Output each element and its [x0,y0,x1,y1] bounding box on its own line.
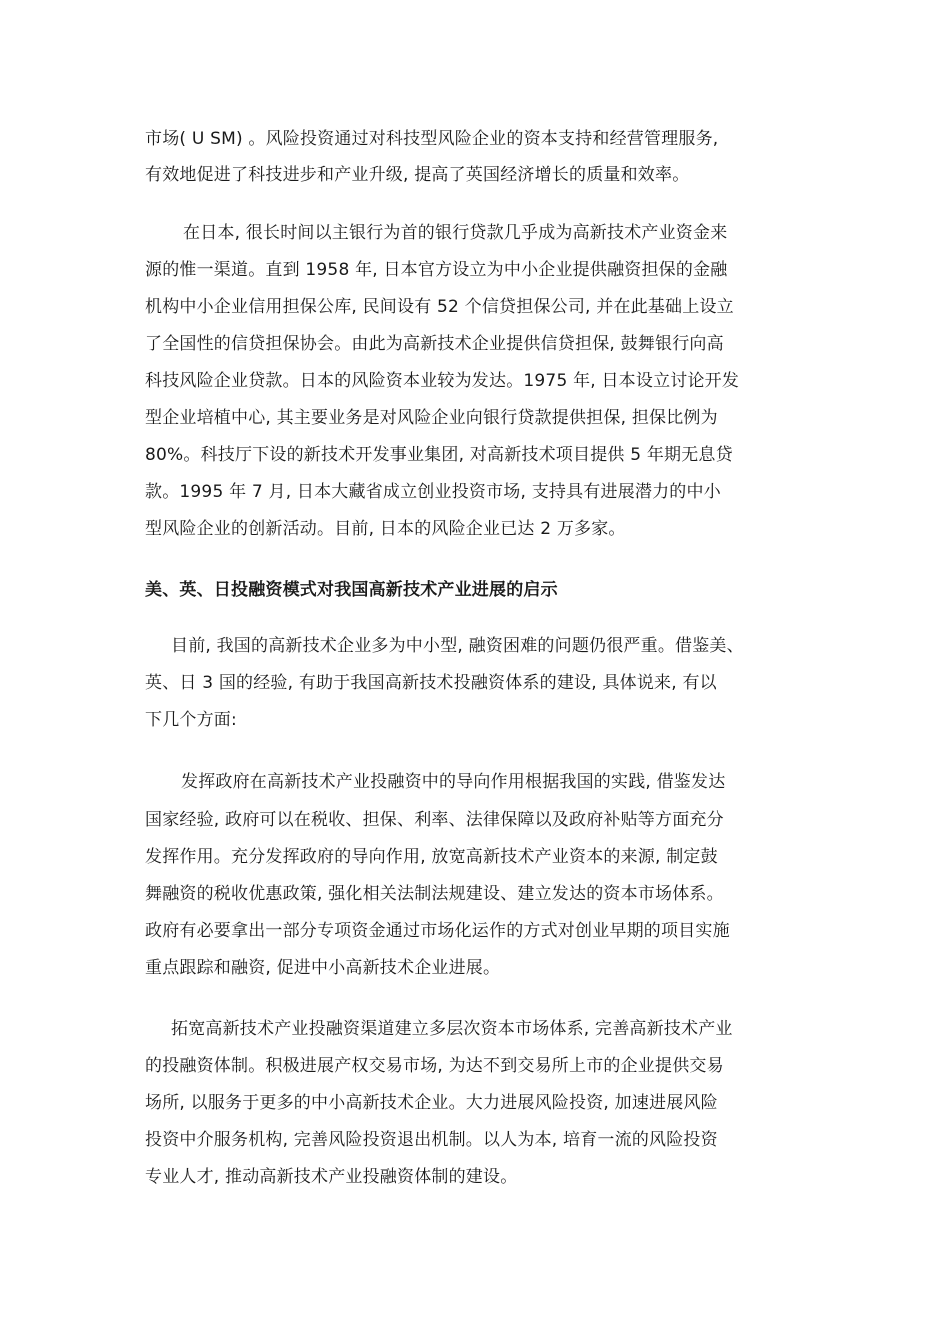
paragraph-2-line-6: 型企业培植中心, 其主要业务是对风险企业向银行贷款提供担保, 担保比例为 [145,408,718,428]
paragraph-5-line-5: 专业人才, 推动高新技术产业投融资体制的建设。 [145,1167,518,1187]
paragraph-4-line-3: 发挥作用。充分发挥政府的导向作用, 放宽高新技术产业资本的来源, 制定鼓 [145,847,718,867]
paragraph-5-line-3: 场所, 以服务于更多的中小高新技术企业。大力进展风险投资, 加速进展风险 [145,1093,718,1113]
paragraph-4-line-5: 政府有必要拿出一部分专项资金通过市场化运作的方式对创业早期的项目实施 [145,921,730,941]
paragraph-2-line-7: 80%。科技厅下设的新技术开发事业集团, 对高新技术项目提供 5 年期无息贷 [145,445,733,465]
paragraph-3-line-3: 下几个方面: [145,710,237,730]
paragraph-1-line-1: 市场( U SM) 。风险投资通过对科技型风险企业的资本支持和经营管理服务, [145,129,719,149]
paragraph-3-line-1: 目前, 我国的高新技术企业多为中小型, 融资困难的问题仍很严重。借鉴美、 [171,636,744,656]
section-heading: 美、英、日投融资模式对我国高新技术产业进展的启示 [145,580,558,600]
paragraph-2-line-4: 了全国性的信贷担保协会。由此为高新技术企业提供信贷担保, 鼓舞银行向高 [145,334,724,354]
paragraph-4-line-4: 舞融资的税收优惠政策, 强化相关法制法规建设、建立发达的资本市场体系。 [145,884,724,904]
paragraph-4-line-1: 发挥政府在高新技术产业投融资中的导向作用根据我国的实践, 借鉴发达 [181,772,726,792]
paragraph-2-line-5: 科技风险企业贷款。日本的风险资本业较为发达。1975 年, 日本设立讨论开发 [145,371,740,391]
paragraph-2-line-1: 在日本, 很长时间以主银行为首的银行贷款几乎成为高新技术产业资金来 [183,223,728,243]
paragraph-1-line-2: 有效地促进了科技进步和产业升级, 提高了英国经济增长的质量和效率。 [145,165,690,185]
paragraph-5-line-4: 投资中介服务机构, 完善风险投资退出机制。以人为本, 培育一流的风险投资 [145,1130,718,1150]
paragraph-2-line-8: 款。1995 年 7 月, 日本大藏省成立创业投资市场, 支持具有进展潜力的中小 [145,482,721,502]
paragraph-4-line-2: 国家经验, 政府可以在税收、担保、利率、法律保障以及政府补贴等方面充分 [145,810,724,830]
paragraph-5-line-1: 拓宽高新技术产业投融资渠道建立多层次资本市场体系, 完善高新技术产业 [171,1019,733,1039]
paragraph-2-line-9: 型风险企业的创新活动。目前, 日本的风险企业已达 2 万多家。 [145,519,626,539]
paragraph-2-line-3: 机构中小企业信用担保公库, 民间设有 52 个信贷担保公司, 并在此基础上设立 [145,297,734,317]
paragraph-4-line-6: 重点跟踪和融资, 促进中小高新技术企业进展。 [145,958,501,978]
paragraph-3-line-2: 英、日 3 国的经验, 有助于我国高新技术投融资体系的建设, 具体说来, 有以 [145,673,717,693]
paragraph-2-line-2: 源的惟一渠道。直到 1958 年, 日本官方设立为中小企业提供融资担保的金融 [145,260,728,280]
paragraph-5-line-2: 的投融资体制。积极进展产权交易市场, 为达不到交易所上市的企业提供交易 [145,1056,724,1076]
